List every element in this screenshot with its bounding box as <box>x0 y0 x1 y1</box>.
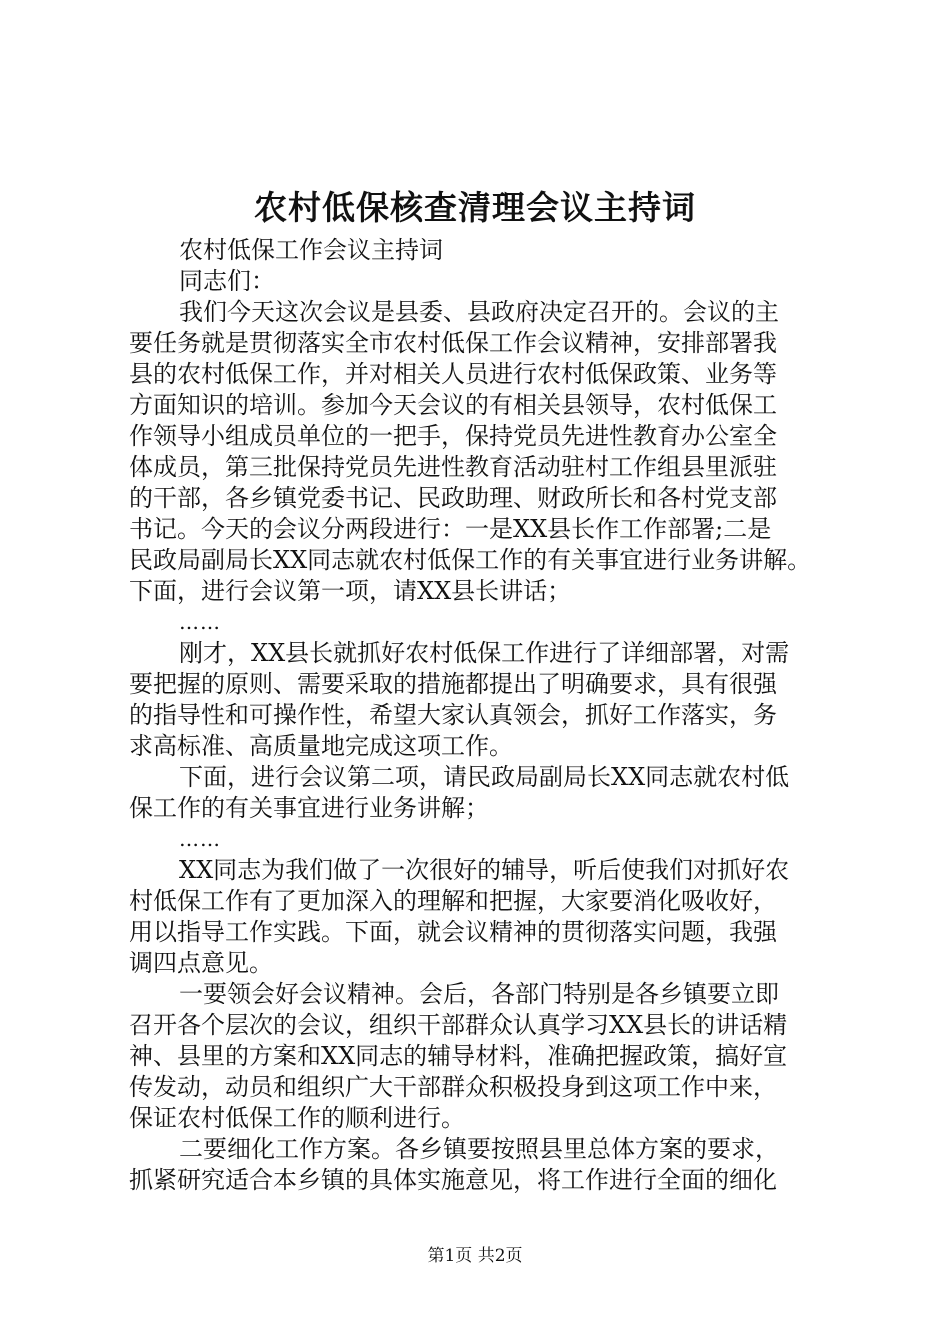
body-text-line: 要把握的原则、需要采取的措施都提出了明确要求，具有很强 <box>129 670 777 698</box>
body-text-line: 抓紧研究适合本乡镇的具体实施意见，将工作进行全面的细化 <box>129 1166 777 1194</box>
body-text-line: 保证农村低保工作的顺利进行。 <box>129 1104 465 1132</box>
body-text-line: 同志们： <box>179 267 275 295</box>
page-footer: 第1页 共2页 <box>427 1246 523 1266</box>
document-title: 农村低保核查清理会议主持词 <box>254 188 696 227</box>
body-text-line: 要任务就是贯彻落实全市农村低保工作会议精神，安排部署我 <box>129 329 777 357</box>
body-text-line: 作领导小组成员单位的一把手，保持党员先进性教育办公室全 <box>129 422 777 450</box>
ellipsis-line: …… <box>179 610 221 634</box>
body-text-line: 下面，进行会议第二项，请民政局副局长XX同志就农村低 <box>179 763 790 791</box>
body-text-line: 的干部，各乡镇党委书记、民政助理、财政所长和各村党支部 <box>129 484 777 512</box>
body-text-line: 神、县里的方案和XX同志的辅导材料，准确把握政策，搞好宣 <box>129 1042 788 1070</box>
body-text-line: 召开各个层次的会议，组织干部群众认真学习XX县长的讲话精 <box>129 1011 788 1039</box>
body-text-line: 求高标准、高质量地完成这项工作。 <box>129 732 513 760</box>
body-text-line: 传发动，动员和组织广大干部群众积极投身到这项工作中来， <box>129 1073 777 1101</box>
body-text-line: 县的农村低保工作，并对相关人员进行农村低保政策、业务等 <box>129 360 777 388</box>
body-text-line: 体成员，第三批保持党员先进性教育活动驻村工作组县里派驻 <box>129 453 777 481</box>
body-text-line: 刚才，XX县长就抓好农村低保工作进行了详细部署，对需 <box>179 639 790 667</box>
body-text-line: 下面，进行会议第一项，请XX县长讲话； <box>129 577 572 605</box>
body-text-line: 农村低保工作会议主持词 <box>179 236 443 264</box>
body-text-line: 保工作的有关事宜进行业务讲解； <box>129 794 489 822</box>
body-text-line: 二要细化工作方案。各乡镇要按照县里总体方案的要求， <box>179 1135 779 1163</box>
body-text-line: 调四点意见。 <box>129 949 273 977</box>
body-text-line: XX同志为我们做了一次很好的辅导，听后使我们对抓好农 <box>179 856 790 884</box>
body-text-line: 村低保工作有了更加深入的理解和把握，大家要消化吸收好， <box>129 887 777 915</box>
body-text-line: 民政局副局长XX同志就农村低保工作的有关事宜进行业务讲解。 <box>129 546 812 574</box>
document-body <box>129 235 839 1196</box>
ellipsis-line: …… <box>179 827 221 851</box>
body-text-line: 书记。今天的会议分两段进行：一是XX县长作工作部署;二是 <box>129 515 772 543</box>
body-text-line: 用以指导工作实践。下面，就会议精神的贯彻落实问题，我强 <box>129 918 777 946</box>
body-text-line: 的指导性和可操作性，希望大家认真领会，抓好工作落实，务 <box>129 701 777 729</box>
body-text-line: 方面知识的培训。参加今天会议的有相关县领导，农村低保工 <box>129 391 777 419</box>
body-text-line: 我们今天这次会议是县委、县政府决定召开的。会议的主 <box>179 298 779 326</box>
body-text-line: 一要领会好会议精神。会后，各部门特别是各乡镇要立即 <box>179 980 779 1008</box>
